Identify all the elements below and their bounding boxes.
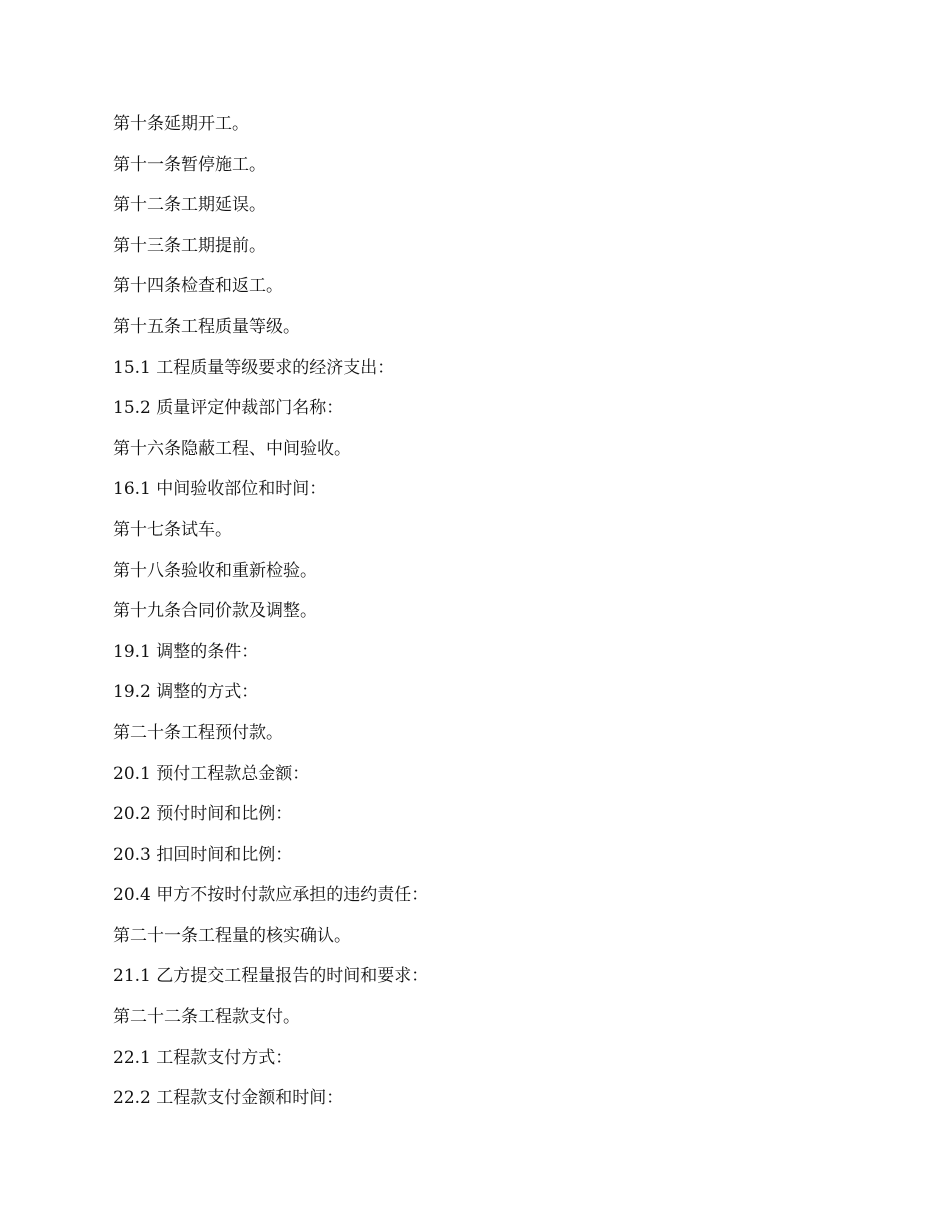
clause-11: 第十一条暂停施工。 bbox=[113, 154, 266, 175]
clause-21-1: 21.1 乙方提交工程量报告的时间和要求： bbox=[113, 966, 429, 987]
clause-16-1: 16.1 中间验收部位和时间： bbox=[113, 479, 327, 500]
clause-17: 第十七条试车。 bbox=[113, 519, 232, 540]
clause-20-4: 20.4 甲方不按时付款应承担的违约责任： bbox=[113, 885, 429, 906]
clause-21: 第二十一条工程量的核实确认。 bbox=[113, 925, 351, 946]
clause-20-3: 20.3 扣回时间和比例： bbox=[113, 844, 293, 865]
clause-22-2: 22.2 工程款支付金额和时间： bbox=[113, 1088, 344, 1109]
clause-12: 第十二条工期延误。 bbox=[113, 195, 266, 216]
document-body bbox=[113, 112, 853, 1127]
clause-19-2: 19.2 调整的方式： bbox=[113, 682, 259, 703]
clause-19-1: 19.1 调整的条件： bbox=[113, 641, 259, 662]
clause-15: 第十五条工程质量等级。 bbox=[113, 316, 300, 337]
clause-10: 第十条延期开工。 bbox=[113, 114, 249, 134]
clause-20-2: 20.2 预付时间和比例： bbox=[113, 804, 293, 825]
clause-15-2: 15.2 质量评定仲裁部门名称： bbox=[113, 398, 344, 419]
clause-20: 第二十条工程预付款。 bbox=[113, 722, 283, 743]
clause-18: 第十八条验收和重新检验。 bbox=[113, 560, 317, 581]
clause-14: 第十四条检查和返工。 bbox=[113, 276, 283, 297]
clause-20-1: 20.1 预付工程款总金额： bbox=[113, 763, 310, 784]
clause-16: 第十六条隐蔽工程、中间验收。 bbox=[113, 438, 351, 459]
clause-22-1: 22.1 工程款支付方式： bbox=[113, 1047, 293, 1068]
clause-19: 第十九条合同价款及调整。 bbox=[113, 601, 317, 622]
clause-15-1: 15.1 工程质量等级要求的经济支出： bbox=[113, 357, 395, 378]
clause-22: 第二十二条工程款支付。 bbox=[113, 1007, 300, 1028]
clause-13: 第十三条工期提前。 bbox=[113, 235, 266, 256]
